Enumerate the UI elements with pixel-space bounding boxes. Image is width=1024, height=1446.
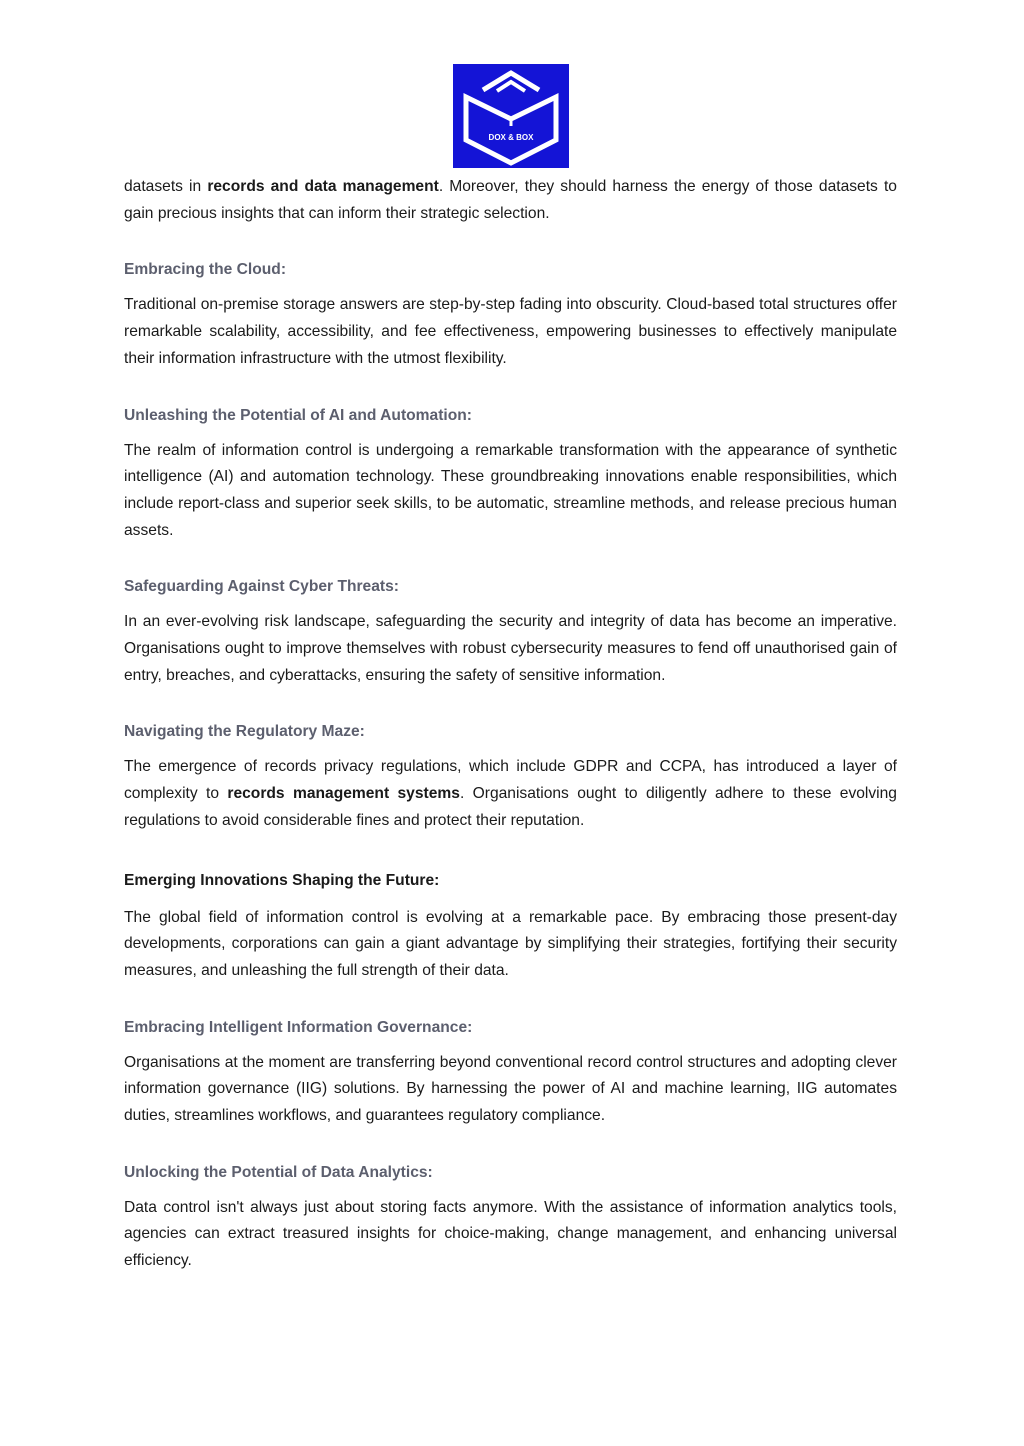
- section-ai-automation: [124, 405, 897, 545]
- section-paragraph: Traditional on-premise storage answers are step-by-step fading into obscurity. Cloud-based total structures offer remarkable scalability, accessibility, and fee effectiveness, empowering businesses to effectively manipulate their information infrastructure with the utmost flexibility.: [124, 296, 897, 367]
- section-heading: Emerging Innovations Shaping the Future:: [124, 871, 440, 889]
- section-heading: Navigating the Regulatory Maze:: [124, 723, 365, 741]
- section-heading: Unleashing the Potential of AI and Automation:: [124, 406, 472, 424]
- section-data-analytics: [124, 1162, 897, 1275]
- section-regulatory-maze: [124, 721, 897, 834]
- dox-and-box-logo: [453, 64, 569, 168]
- section-heading: Embracing the Cloud:: [124, 261, 287, 279]
- section-heading: Safeguarding Against Cyber Threats:: [124, 578, 399, 596]
- logo-text: DOX & BOX: [488, 133, 534, 142]
- section-information-governance: [124, 1017, 897, 1130]
- document-body: [124, 174, 897, 1275]
- section-emerging-innovations: [124, 870, 897, 985]
- section-embracing-cloud: [124, 259, 897, 372]
- section-paragraph: The emergence of records privacy regulations, which include GDPR and CCPA, has introduced a layer of complexity to records management systems. Organisations ought to diligently adhere to these evolving regulations to avoid considerable fines and protect their reputation.: [124, 758, 897, 829]
- section-paragraph: The realm of information control is undergoing a remarkable transformation with the appearance of synthetic intelligence (AI) and automation technology. These groundbreaking innovations enable responsibilities, which include report-class and superior seek skills, to be automatic, streamline methods, and release precious human assets.: [124, 441, 897, 539]
- section-heading: Embracing Intelligent Information Governance:: [124, 1018, 473, 1036]
- section-heading: Unlocking the Potential of Data Analytics:: [124, 1163, 433, 1181]
- section-paragraph: Organisations at the moment are transferring beyond conventional record control structures and adopting clever information governance (IIG) solutions. By harnessing the power of AI and machine learning, IIG automates duties, streamlines workflows, and guarantees regulatory compliance.: [124, 1053, 897, 1125]
- records-management-systems-bold: records management systems: [227, 785, 460, 803]
- records-and-data-management-bold: records and data management: [207, 178, 439, 195]
- box-logo-icon: [453, 64, 569, 168]
- section-paragraph: Data control isn't always just about storing facts anymore. With the assistance of information analytics tools, agencies can extract treasured insights for choice-making, change management, and enhancing universal efficiency.: [124, 1198, 897, 1270]
- section-paragraph: The global field of information control is evolving at a remarkable pace. By embracing those present-day developments, corporations can gain a giant advantage by simplifying their strategies, fortifying their security measures, and unleashing the full strength of their data.: [124, 908, 897, 979]
- section-paragraph: In an ever-evolving risk landscape, safeguarding the security and integrity of data has become an imperative. Organisations ought to improve themselves with robust cybersecurity measures to fend off unauthorised gain of entry, breaches, and cyberattacks, ensuring the safety of sensitive information.: [124, 613, 897, 684]
- section-cyber-threats: [124, 576, 897, 689]
- intro-paragraph: datasets in records and data management. Moreover, they should harness the energy of those datasets to gain precious insights that can inform their strategic selection.: [124, 178, 897, 222]
